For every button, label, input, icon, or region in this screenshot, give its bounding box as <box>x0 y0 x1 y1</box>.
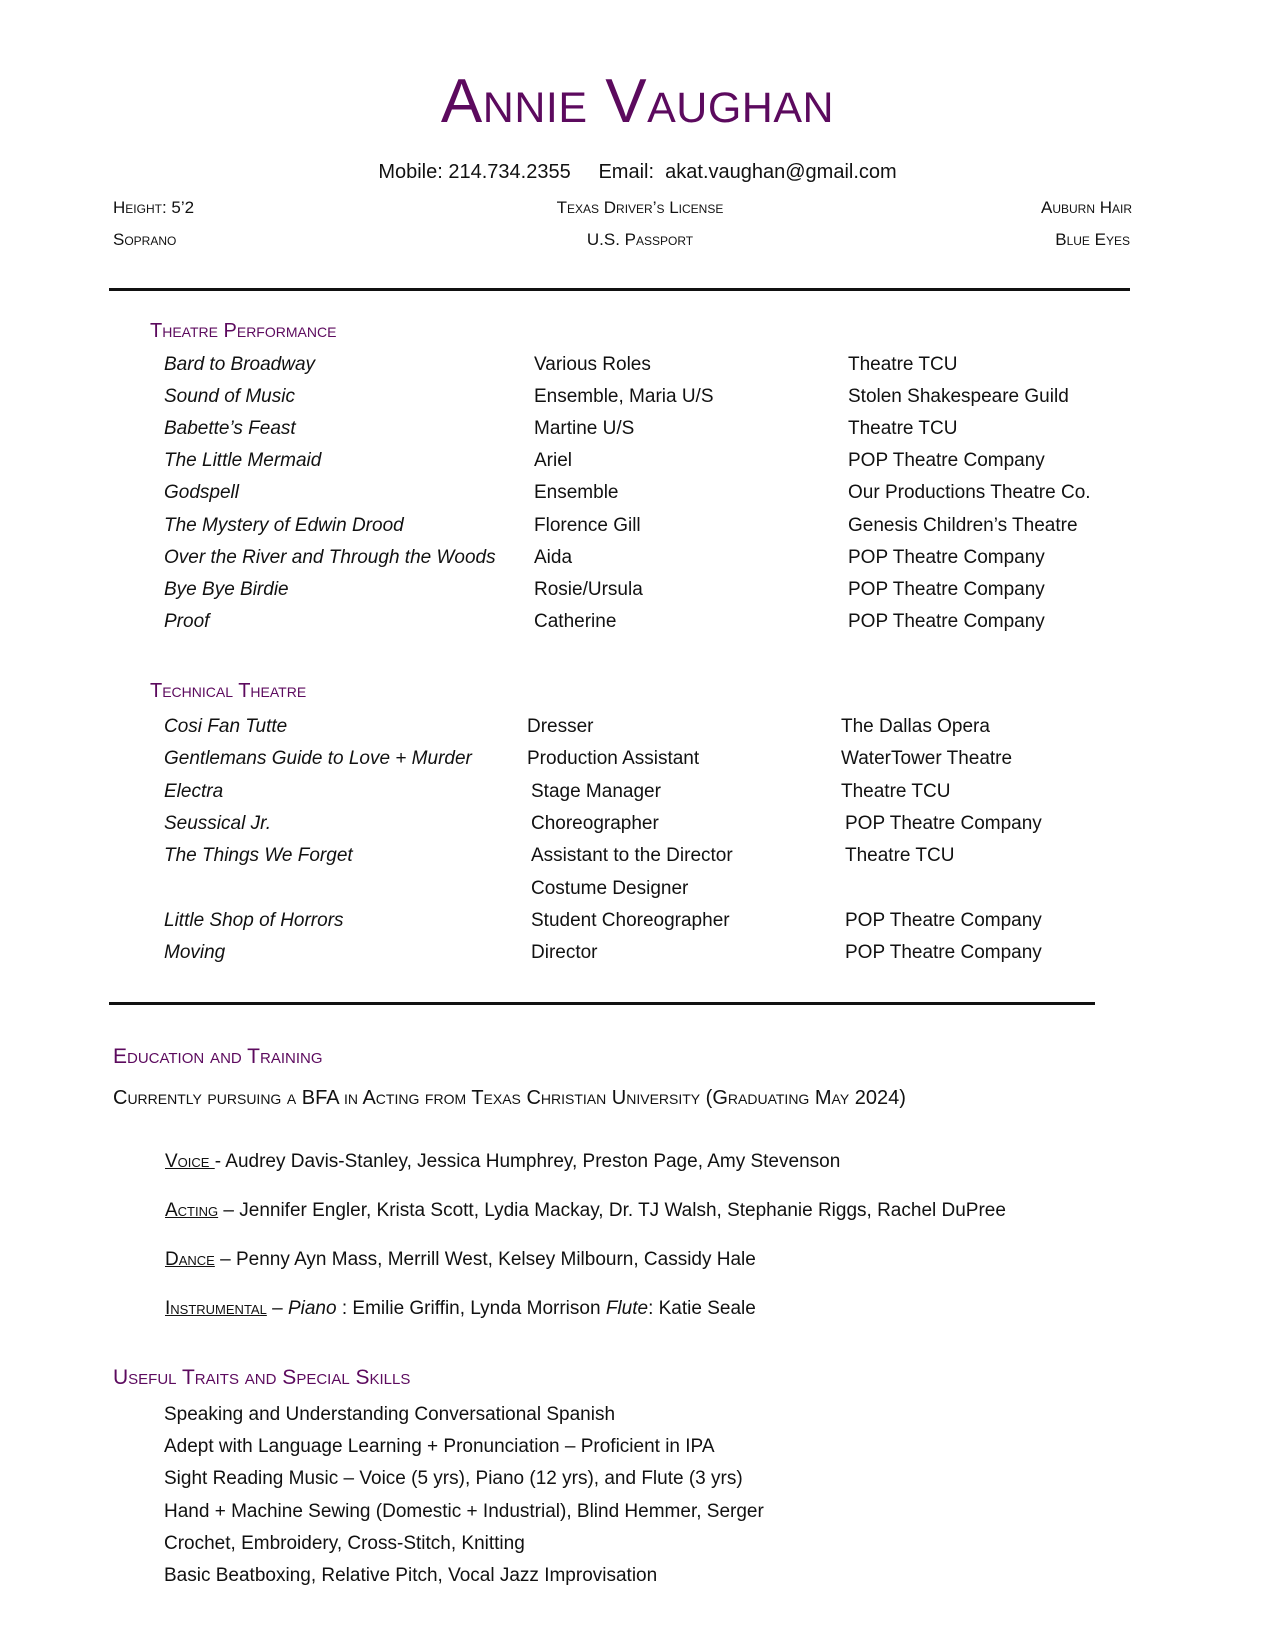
table-row <box>0 350 1275 380</box>
company: Our Productions Theatre Co. <box>848 482 1091 504</box>
table-row <box>0 543 1275 573</box>
training-acting <box>165 1197 1006 1225</box>
company: POP Theatre Company <box>845 942 1042 964</box>
list-item: Basic Beatboxing, Relative Pitch, Vocal Jazz Improvisation <box>164 1565 658 1586</box>
show-title: Over the River and Through the Woods <box>164 546 496 568</box>
resume-name: Annie Vaughan <box>440 67 835 136</box>
passport-attr: U.S. Passport <box>586 230 694 249</box>
role: Dresser <box>527 716 594 737</box>
role: Assistant to the Director <box>531 845 733 867</box>
show-title: Bye Bye Birdie <box>164 578 289 600</box>
show-title: Electra <box>164 780 224 802</box>
show-title: Moving <box>164 942 226 964</box>
company: POP Theatre Company <box>848 610 1045 632</box>
table-row <box>0 712 1275 742</box>
theatre-performance-heading: Theatre Performance <box>150 320 337 342</box>
role: Ensemble <box>534 482 619 504</box>
show-title: Godspell <box>164 482 239 504</box>
company: POP Theatre Company <box>848 578 1045 600</box>
show-title: Little Shop of Horrors <box>164 909 344 931</box>
role: Costume Designer <box>531 877 689 899</box>
table-row <box>0 575 1275 605</box>
contact-line: Mobile: 214.734.2355 Email: akat.vaughan@gmail.com <box>378 161 897 183</box>
role: Stage Manager <box>531 780 661 802</box>
training-teachers: Penny Ayn Mass, Merrill West, Kelsey Milbourn, Cassidy Hale <box>235 1249 756 1270</box>
eyes-attr: Blue Eyes <box>1055 230 1130 249</box>
company: Stolen Shakespeare Guild <box>848 386 1069 408</box>
list-item: Sight Reading Music – Voice (5 yrs), Piano (12 yrs), and Flute (3 yrs) <box>164 1468 743 1490</box>
table-row <box>0 414 1275 444</box>
table-row <box>0 478 1275 508</box>
table-row <box>0 906 1275 936</box>
technical-theatre-heading: Technical Theatre <box>150 680 307 702</box>
piano-label: Piano <box>287 1298 337 1319</box>
training-separator: – <box>266 1298 288 1319</box>
table-row <box>0 744 1275 774</box>
company: POP Theatre Company <box>848 546 1045 568</box>
role: Ariel <box>534 450 573 472</box>
training-separator: - <box>214 1151 226 1172</box>
table-row <box>0 382 1275 412</box>
flute-label: Flute <box>605 1298 649 1319</box>
height-attr: Height: 5’2 <box>113 198 195 217</box>
training-instrumental <box>165 1295 756 1323</box>
table-row <box>0 938 1275 968</box>
role: Rosie/Ursula <box>534 578 643 600</box>
hair-attr: Auburn Hair <box>1040 198 1132 217</box>
degree-line: Currently pursuing a BFA in Acting from Texas Christian University (Graduating May 2024) <box>113 1087 906 1109</box>
role: Choreographer <box>531 812 659 834</box>
show-title: Bard to Broadway <box>164 354 316 375</box>
role: Aida <box>534 546 573 568</box>
table-row <box>0 841 1275 871</box>
training-separator: – <box>218 1200 240 1221</box>
company: Theatre TCU <box>845 845 955 867</box>
training-dance <box>165 1246 756 1274</box>
license-attr: Texas Driver’s License <box>556 198 724 217</box>
voice-type-attr: Soprano <box>113 230 177 249</box>
list-item: Crochet, Embroidery, Cross-Stitch, Knitting <box>164 1532 525 1554</box>
show-title: Gentlemans Guide to Love + Murder <box>164 748 472 770</box>
show-title: The Little Mermaid <box>164 450 322 472</box>
piano-teachers: : Emilie Griffin, Lynda Morrison <box>336 1298 606 1319</box>
training-voice <box>165 1148 840 1176</box>
header-divider <box>109 288 1130 291</box>
role: Various Roles <box>534 354 651 375</box>
education-heading: Education and Training <box>113 1045 323 1068</box>
training-separator: – <box>214 1249 236 1270</box>
show-title: Cosi Fan Tutte <box>164 716 288 737</box>
company: Genesis Children’s Theatre <box>848 514 1078 536</box>
list-item: Adept with Language Learning + Pronunciation – Proficient in IPA <box>164 1436 715 1458</box>
role: Student Choreographer <box>531 909 730 931</box>
role: Production Assistant <box>527 748 700 770</box>
list-item: Speaking and Understanding Conversational Spanish <box>164 1404 616 1425</box>
company: Theatre TCU <box>841 780 951 802</box>
show-title: The Mystery of Edwin Drood <box>164 514 404 536</box>
company: Theatre TCU <box>848 354 958 375</box>
table-row <box>0 511 1275 541</box>
training-label: Acting <box>165 1200 219 1221</box>
show-title: Babette’s Feast <box>164 418 296 440</box>
training-label: Voice <box>165 1151 215 1172</box>
training-label: Dance <box>165 1249 215 1270</box>
training-teachers: Audrey Davis-Stanley, Jessica Humphrey, Preston Page, Amy Stevenson <box>225 1151 841 1172</box>
show-title: Seussical Jr. <box>164 812 271 834</box>
company: POP Theatre Company <box>848 450 1045 472</box>
company: POP Theatre Company <box>845 909 1042 931</box>
table-row <box>0 446 1275 476</box>
role: Martine U/S <box>534 418 635 440</box>
role: Ensemble, Maria U/S <box>534 386 714 408</box>
role: Director <box>531 942 598 964</box>
training-teachers: Jennifer Engler, Krista Scott, Lydia Mackay, Dr. TJ Walsh, Stephanie Riggs, Rachel DuPree <box>239 1200 1006 1221</box>
role: Catherine <box>534 610 617 632</box>
section-divider <box>109 1002 1095 1005</box>
show-title: Sound of Music <box>164 386 295 408</box>
role: Florence Gill <box>534 514 641 536</box>
company: Theatre TCU <box>848 418 958 440</box>
show-title: Proof <box>164 610 210 632</box>
company: POP Theatre Company <box>845 812 1042 834</box>
flute-teachers: : Katie Seale <box>648 1298 756 1319</box>
company: The Dallas Opera <box>841 716 990 737</box>
table-row <box>0 874 1275 904</box>
table-row <box>0 607 1275 637</box>
company: WaterTower Theatre <box>841 748 1013 770</box>
training-label: Instrumental <box>165 1298 267 1319</box>
table-row <box>0 777 1275 807</box>
show-title: The Things We Forget <box>164 845 353 867</box>
skills-heading: Useful Traits and Special Skills <box>113 1366 411 1389</box>
list-item: Hand + Machine Sewing (Domestic + Industrial), Blind Hemmer, Serger <box>164 1500 764 1522</box>
table-row <box>0 809 1275 839</box>
